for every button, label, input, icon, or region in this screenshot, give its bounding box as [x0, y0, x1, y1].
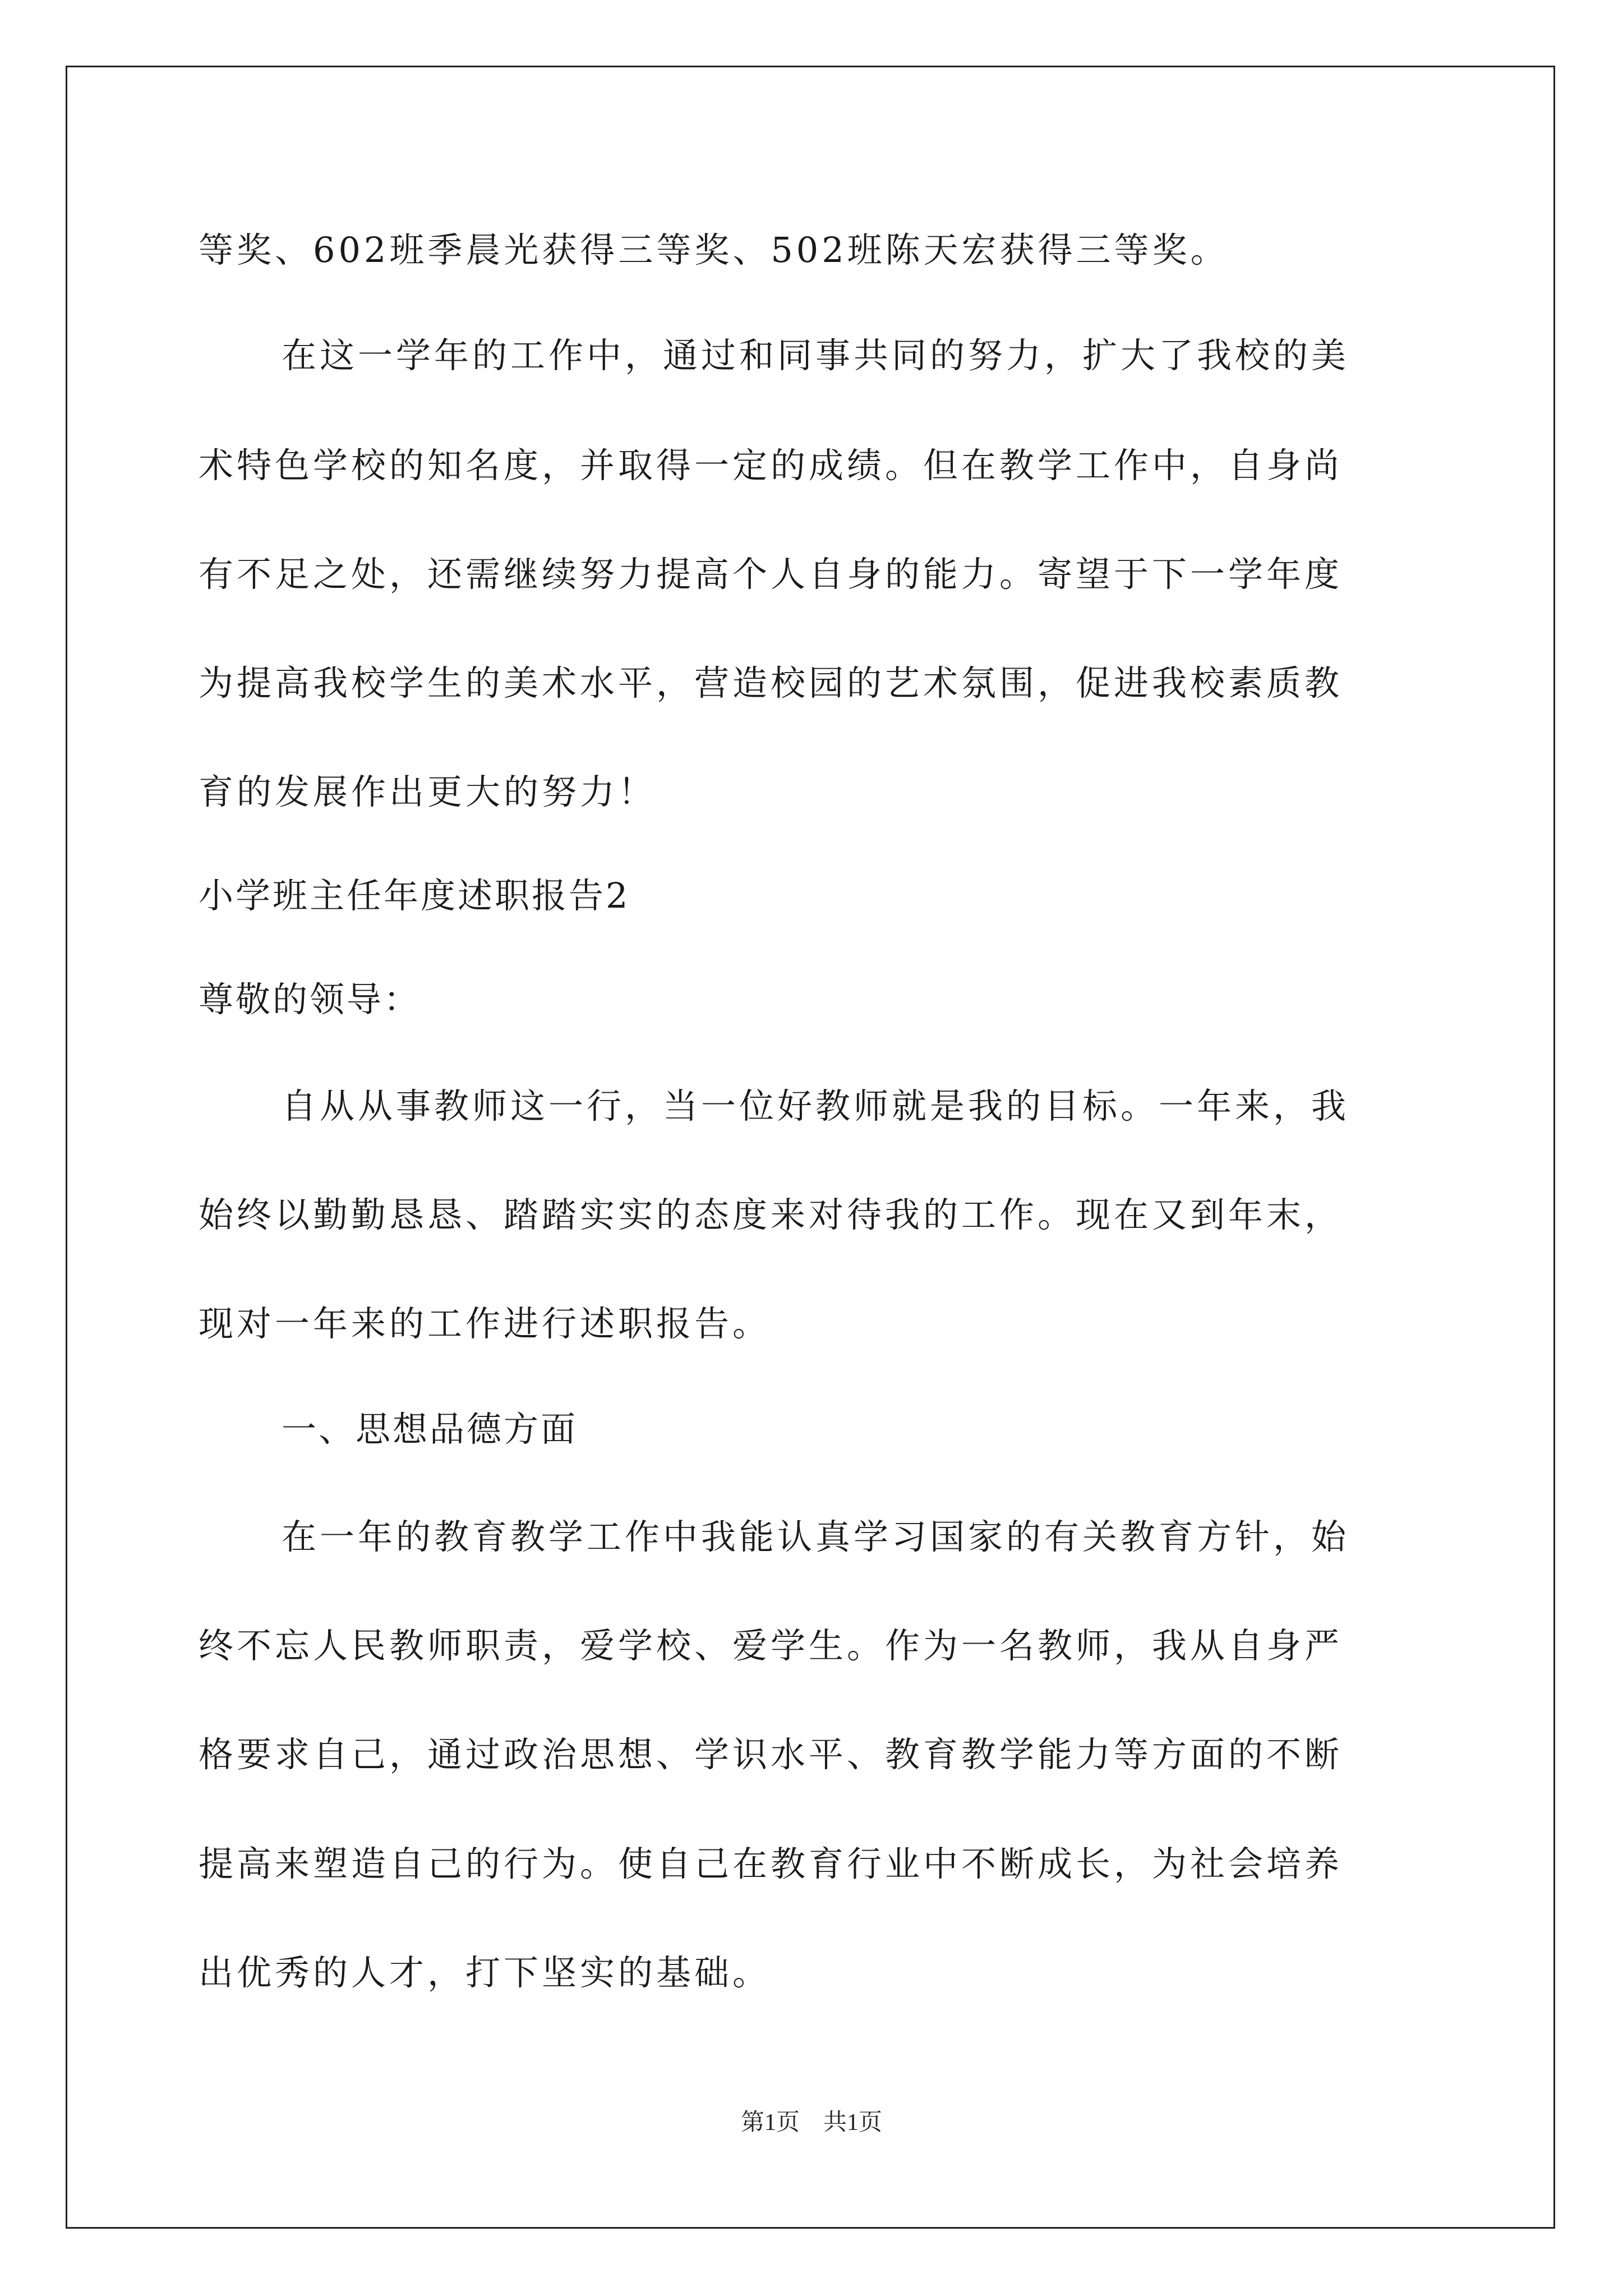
paragraph-line: 术特色学校的知名度，并取得一定的成绩。但在教学工作中，自身尚	[199, 445, 1343, 486]
paragraph-line: 自从从事教师这一行，当一位好教师就是我的目标。一年来，我	[282, 1085, 1350, 1126]
paragraph-line: 在一年的教育教学工作中我能认真学习国家的有关教育方针，始	[282, 1516, 1350, 1557]
page-border	[66, 66, 1555, 2229]
paragraph-line: 提高来塑造自己的行为。使自己在教育行业中不断成长，为社会培养	[199, 1843, 1343, 1884]
section-title: 小学班主任年度述职报告2	[199, 875, 630, 916]
subsection-heading: 一、思想品德方面	[282, 1409, 578, 1450]
paragraph-line: 现对一年来的工作进行述职报告。	[199, 1303, 771, 1344]
paragraph-line: 等奖、602班季晨光获得三等奖、502班陈天宏获得三等奖。	[199, 229, 1229, 270]
page-footer: 第1页 共1页	[740, 2110, 882, 2136]
paragraph-line: 为提高我校学生的美术水平，营造校园的艺术氛围，促进我校素质教	[199, 662, 1343, 703]
salutation: 尊敬的领导：	[199, 979, 421, 1020]
paragraph-line: 终不忘人民教师职责，爱学校、爱学生。作为一名教师，我从自身严	[199, 1625, 1343, 1666]
paragraph-line: 出优秀的人才，打下坚实的基础。	[199, 1952, 771, 1993]
paragraph-line: 育的发展作出更大的努力！	[199, 771, 657, 812]
paragraph-line: 在这一学年的工作中，通过和同事共同的努力，扩大了我校的美	[282, 335, 1350, 376]
paragraph-line: 格要求自己，通过政治思想、学识水平、教育教学能力等方面的不断	[199, 1734, 1343, 1775]
paragraph-line: 始终以勤勤恳恳、踏踏实实的态度来对待我的工作。现在又到年末，	[199, 1194, 1343, 1235]
paragraph-line: 有不足之处，还需继续努力提高个人自身的能力。寄望于下一学年度	[199, 554, 1343, 595]
